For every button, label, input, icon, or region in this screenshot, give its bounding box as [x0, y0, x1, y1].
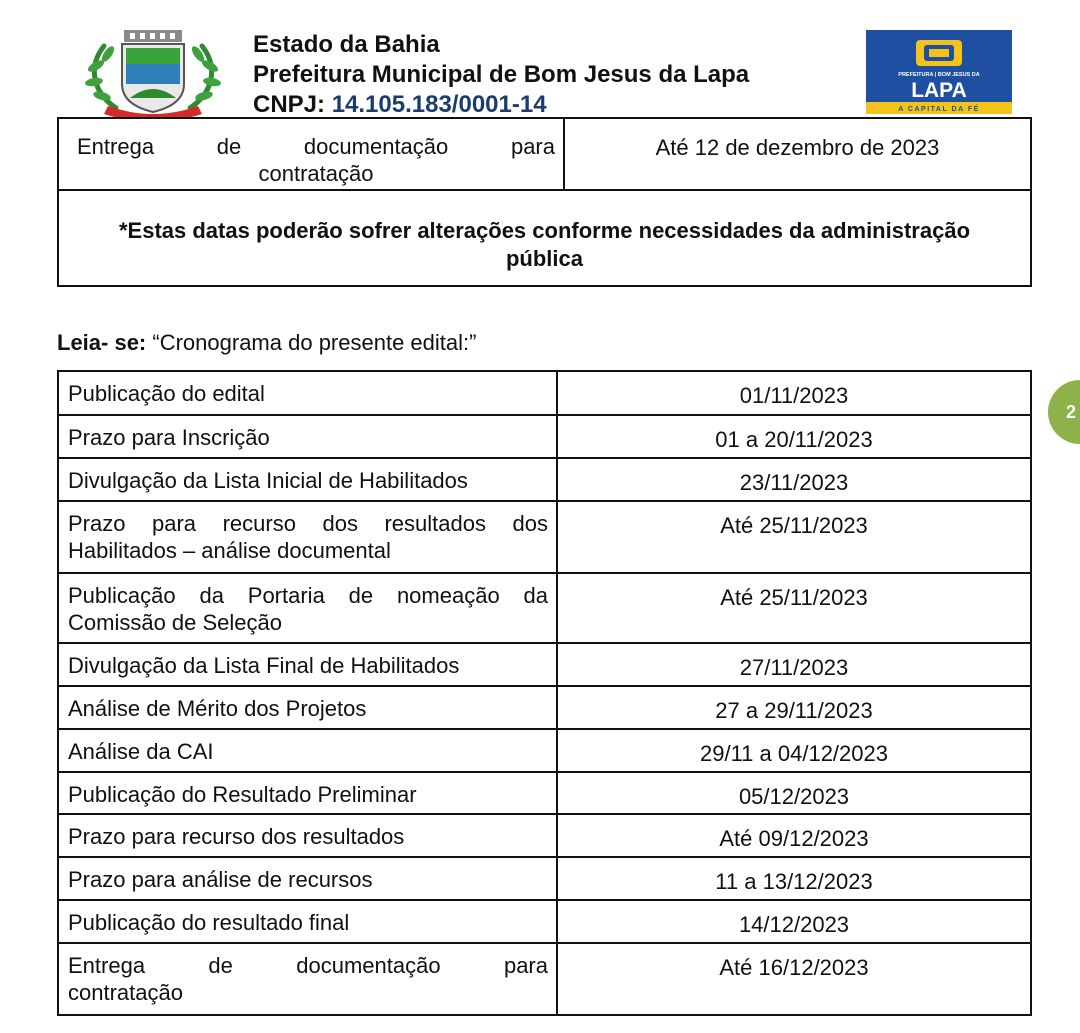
schedule-label-cell: [58, 501, 557, 573]
schedule-label-cell: [58, 371, 557, 415]
schedule-label-line1: Publicação do Resultado Preliminar: [68, 782, 417, 807]
table-row: [58, 501, 1031, 573]
schedule-label-cell: [58, 772, 557, 814]
schedule-label-line1: Divulgação da Lista Final de Habilitados: [68, 653, 460, 678]
leia-text: “Cronograma do presente edital:”: [152, 330, 477, 355]
note-line2: pública: [505, 246, 583, 271]
table-row: [58, 943, 1031, 1015]
cnpj-label: CNPJ:: [253, 91, 326, 118]
table-row: [58, 643, 1031, 686]
leia-prefix: Leia- se:: [57, 330, 147, 355]
table-row: [58, 900, 1031, 943]
schedule-label-cell: [58, 729, 557, 772]
table-row: [58, 772, 1031, 814]
schedule-label-line1: Publicação da Portaria de nomeação da: [68, 583, 548, 608]
schedule-label-cell: [58, 458, 557, 501]
schedule-label-line1: Prazo para Inscrição: [68, 425, 270, 450]
top-table: [57, 117, 1032, 287]
table-row: [58, 458, 1031, 501]
municipality-name: Prefeitura Municipal de Bom Jesus da Lapa: [253, 61, 750, 88]
schedule-label-line1: Publicação do edital: [68, 381, 265, 406]
schedule-label-line1: Análise de Mérito dos Projetos: [68, 696, 367, 721]
table-row: [58, 857, 1031, 900]
schedule-label-cell: [58, 415, 557, 458]
lapa-logo: [866, 30, 1012, 114]
schedule-date-cell: 01 a 20/11/2023: [557, 415, 1031, 458]
schedule-date-cell: Até 16/12/2023: [557, 943, 1031, 1015]
schedule-label-cell: [58, 814, 557, 857]
schedule-label-cell: [58, 573, 557, 643]
schedule-label-line2: contratação: [68, 980, 183, 1005]
page-number-badge: 2: [1048, 380, 1080, 444]
schedule-date-cell: Até 25/11/2023: [557, 501, 1031, 573]
leia-se-line: [57, 330, 476, 356]
schedule-date-cell: 29/11 a 04/12/2023: [557, 729, 1031, 772]
schedule-label-line1: Prazo para análise de recursos: [68, 867, 373, 892]
note-row: [58, 190, 1031, 286]
note-line1: *Estas datas poderão sofrer alterações conforme necessidades da administração: [118, 218, 971, 243]
table-cell-label: [58, 118, 564, 190]
table-row: [58, 415, 1031, 458]
schedule-date-cell: Até 09/12/2023: [557, 814, 1031, 857]
table-row: [58, 686, 1031, 729]
lapa-emblem-icon: [916, 40, 962, 66]
schedule-label-line2: Comissão de Seleção: [68, 610, 283, 635]
table-row: [58, 118, 1031, 190]
schedule-date-cell: 27/11/2023: [557, 643, 1031, 686]
schedule-date-cell: 27 a 29/11/2023: [557, 686, 1031, 729]
table-row: [58, 729, 1031, 772]
logo-name: LAPA: [911, 79, 967, 102]
logo-top-text: PREFEITURA | BOM JESUS DA: [898, 72, 980, 78]
schedule-label-cell: [58, 900, 557, 943]
logo-tagline: A CAPITAL DA FÉ: [898, 106, 980, 113]
schedule-date-cell: 23/11/2023: [557, 458, 1031, 501]
header-block: [253, 30, 749, 120]
schedule-label-cell: [58, 857, 557, 900]
table-row: [58, 573, 1031, 643]
row-label-line1: Entrega de documentação para: [77, 134, 555, 159]
schedule-label-line1: Entrega de documentação para: [68, 953, 548, 978]
schedule-label-cell: [58, 643, 557, 686]
cnpj-line: [253, 90, 749, 120]
schedule-date-cell: 01/11/2023: [557, 371, 1031, 415]
schedule-table: [57, 370, 1032, 1016]
schedule-label-line1: Publicação do resultado final: [68, 910, 350, 935]
table-row: [58, 371, 1031, 415]
state-name: Estado da Bahia: [253, 31, 440, 58]
schedule-label-line1: Análise da CAI: [68, 739, 214, 764]
schedule-date-cell: 11 a 13/12/2023: [557, 857, 1031, 900]
schedule-label-line1: Prazo para recurso dos resultados: [68, 824, 405, 849]
schedule-date-cell: 14/12/2023: [557, 900, 1031, 943]
schedule-label-cell: [58, 686, 557, 729]
cnpj-number: 14.105.183/0001-14: [331, 91, 547, 118]
schedule-date-cell: 05/12/2023: [557, 772, 1031, 814]
table-cell-value: Até 12 de dezembro de 2023: [564, 118, 1031, 190]
note-cell: [58, 190, 1031, 286]
schedule-label-line1: Divulgação da Lista Inicial de Habilitados: [68, 468, 468, 493]
schedule-label-line1: Prazo para recurso dos resultados dos: [68, 511, 548, 536]
schedule-label-line2: Habilitados – análise documental: [68, 538, 391, 563]
municipal-crest-icon: [78, 26, 228, 118]
schedule-label-cell: [58, 943, 557, 1015]
table-row: [58, 814, 1031, 857]
row-label-line2: contratação: [258, 161, 374, 186]
schedule-date-cell: Até 25/11/2023: [557, 573, 1031, 643]
